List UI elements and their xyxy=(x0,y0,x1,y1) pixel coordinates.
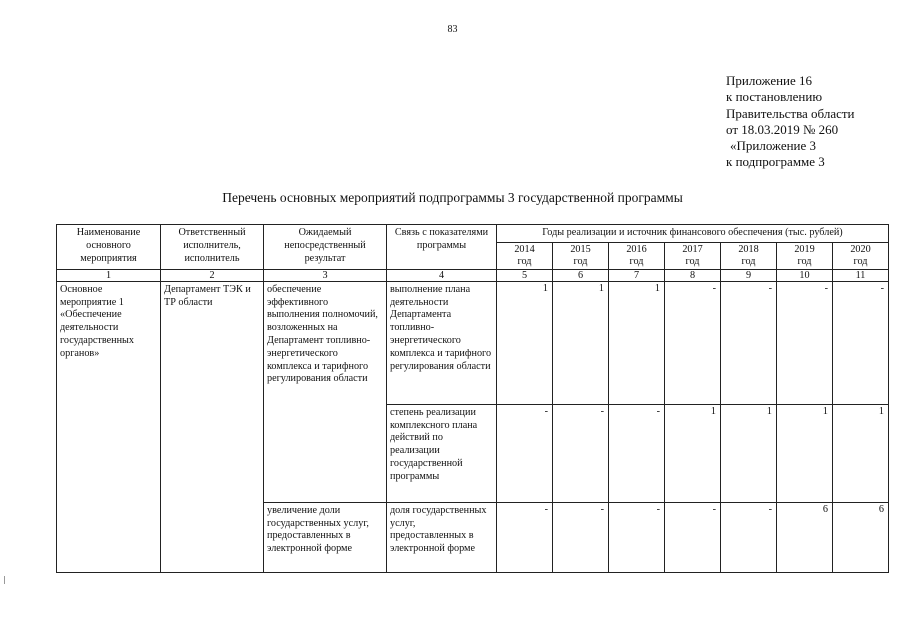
value-cell: - xyxy=(665,281,721,404)
value-cell: 1 xyxy=(833,404,889,502)
value-cell: - xyxy=(553,404,609,502)
value-cell: - xyxy=(497,502,553,572)
column-number: 1 xyxy=(57,269,161,281)
value-cell: 1 xyxy=(777,404,833,502)
column-number: 10 xyxy=(777,269,833,281)
measures-table xyxy=(56,224,889,573)
scan-edge-mark xyxy=(4,576,7,584)
column-number: 7 xyxy=(609,269,665,281)
annex-line-1: Приложение 16 xyxy=(726,73,813,88)
year-header-2017: 2017 год xyxy=(665,242,721,269)
year-header-2016: 2016 год xyxy=(609,242,665,269)
column-number: 6 xyxy=(553,269,609,281)
column-number: 2 xyxy=(161,269,264,281)
column-number: 5 xyxy=(497,269,553,281)
value-cell: - xyxy=(609,502,665,572)
indicator-cell: выполнение плана деятельности Департамента топливно-энергетического комплекса и тарифного регулирования области xyxy=(387,281,497,404)
event-name-cell: Основное мероприятие 1 «Обеспечение деятельности государственных органов» xyxy=(57,281,161,572)
year-header-2014: 2014 год xyxy=(497,242,553,269)
column-number: 8 xyxy=(665,269,721,281)
column-number: 11 xyxy=(833,269,889,281)
value-cell: - xyxy=(721,281,777,404)
value-cell: - xyxy=(777,281,833,404)
expected-result-cell: обеспечение эффективного выполнения полномочий, возложенных на Департамент топливно-энергетического комплекса и тарифного регулирования области xyxy=(264,281,387,502)
value-cell: - xyxy=(609,404,665,502)
indicator-cell: доля государственных услуг, предоставленных в электронной форме xyxy=(387,502,497,572)
value-cell: 6 xyxy=(777,502,833,572)
value-cell: - xyxy=(553,502,609,572)
header-event-name: Наименование основного мероприятия xyxy=(57,225,161,270)
header-expected-result: Ожидаемый непосредственный результат xyxy=(264,225,387,270)
year-header-2019: 2019 год xyxy=(777,242,833,269)
document-title: Перечень основных мероприятий подпрограммы 3 государственной программы xyxy=(222,190,683,205)
column-number: 3 xyxy=(264,269,387,281)
value-cell: - xyxy=(665,502,721,572)
column-number: 9 xyxy=(721,269,777,281)
header-executor: Ответственный исполнитель, исполнитель xyxy=(161,225,264,270)
header-indicator-link: Связь с показателями программы xyxy=(387,225,497,270)
annex-line-3: Правительства области xyxy=(726,105,855,121)
table-row xyxy=(57,281,889,404)
value-cell: 1 xyxy=(497,281,553,404)
executor-cell: Департамент ТЭК и ТР области xyxy=(161,281,264,572)
value-cell: 1 xyxy=(721,404,777,502)
value-cell: 1 xyxy=(665,404,721,502)
value-cell: 1 xyxy=(609,281,665,404)
year-header-2018: 2018 год xyxy=(721,242,777,269)
value-cell: - xyxy=(721,502,777,572)
value-cell: 1 xyxy=(553,281,609,404)
annex-line-6: к подпрограмме 3 xyxy=(726,154,825,170)
expected-result-cell: увеличение доли государственных услуг, предоставленных в электронной форме xyxy=(264,502,387,572)
column-number-row xyxy=(57,269,889,281)
header-years-group: Годы реализации и источник финансового обеспечения (тыс. рублей) xyxy=(497,225,889,243)
annex-note xyxy=(726,73,855,171)
column-number: 4 xyxy=(387,269,497,281)
value-cell: - xyxy=(497,404,553,502)
value-cell: - xyxy=(833,281,889,404)
annex-line-5: «Приложение 3 xyxy=(730,138,817,154)
year-header-2020: 2020 год xyxy=(833,242,889,269)
indicator-cell: степень реализации комплексного плана действий по реализации государственной программы xyxy=(387,404,497,502)
annex-line-2: к постановлению xyxy=(726,89,823,105)
year-header-2015: 2015 год xyxy=(553,242,609,269)
value-cell: 6 xyxy=(833,502,889,572)
page-number: 83 xyxy=(447,24,458,35)
annex-line-4: от 18.03.2019 № 260 xyxy=(726,121,839,137)
